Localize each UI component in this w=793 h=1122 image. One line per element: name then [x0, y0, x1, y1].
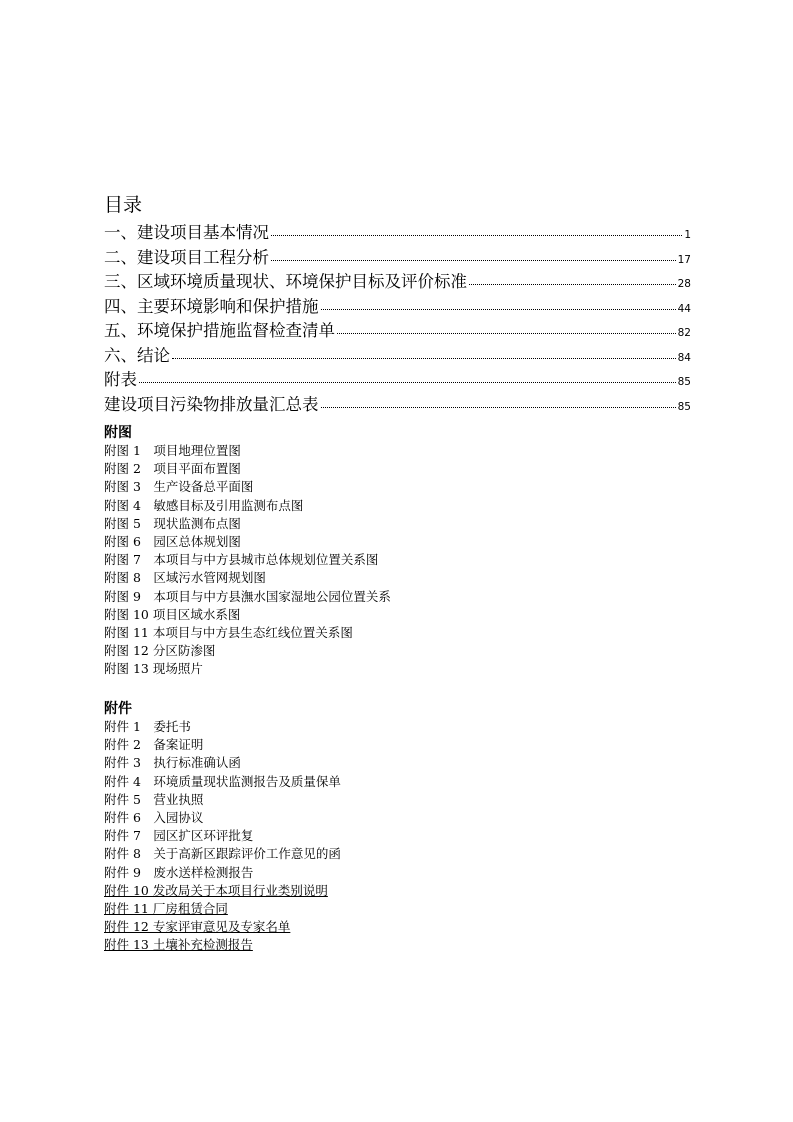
attachment-item[interactable] — [104, 900, 341, 918]
table-of-contents — [104, 221, 691, 417]
figure-item: 附图 3 生产设备总平面图 — [104, 479, 254, 495]
attachment-item[interactable] — [104, 918, 341, 936]
figure-item: 附图 13 现场照片 — [104, 661, 203, 677]
toc-title: 目录 — [104, 194, 143, 216]
toc-entry[interactable] — [104, 221, 691, 246]
attachment-item-text: 附件 12 专家评审意见及专家名单 — [104, 919, 291, 935]
toc-entry[interactable] — [104, 368, 691, 393]
toc-entry-label: 建设项目污染物排放量汇总表 — [104, 394, 319, 414]
figure-item: 附图 8 区域污水管网规划图 — [104, 570, 266, 586]
attachment-item-text: 附件 13 土壤补充检测报告 — [104, 937, 253, 953]
toc-entry[interactable] — [104, 270, 691, 295]
toc-page-number: 28 — [677, 278, 691, 290]
attachments-heading: 附件 — [104, 701, 132, 717]
toc-page-number: 84 — [677, 351, 691, 364]
figure-item: 附图 10 项目区域水系图 — [104, 606, 241, 622]
toc-leader — [321, 309, 676, 310]
attachment-item: 附件 7 园区扩区环评批复 — [104, 828, 254, 844]
toc-leader — [139, 382, 676, 383]
figure-item: 附图 9 本项目与中方县潕水国家湿地公园位置关系 — [104, 588, 391, 604]
toc-entry[interactable] — [104, 393, 691, 418]
toc-leader — [271, 260, 676, 261]
figure-item: 附图 4 敏感目标及引用监测布点图 — [104, 497, 304, 513]
toc-leader — [321, 407, 676, 408]
figure-item: 附图 11 本项目与中方县生态红线位置关系图 — [104, 624, 353, 640]
toc-entry[interactable] — [104, 344, 691, 369]
toc-entry-label: 四、主要环境影响和保护措施 — [104, 296, 319, 316]
attachment-item: 附件 9 废水送样检测报告 — [104, 864, 254, 880]
toc-page-number: 85 — [677, 400, 691, 413]
toc-leader — [337, 333, 676, 334]
toc-entry[interactable] — [104, 319, 691, 344]
toc-page-number: 17 — [677, 253, 691, 266]
figure-item: 附图 5 现状监测布点图 — [104, 515, 241, 531]
attachment-item[interactable] — [104, 936, 341, 954]
attachment-item: 附件 3 执行标准确认函 — [104, 755, 241, 771]
attachment-item: 附件 5 营业执照 — [104, 791, 204, 807]
figure-item: 附图 7 本项目与中方县城市总体规划位置关系图 — [104, 552, 379, 568]
attachment-item[interactable] — [104, 882, 341, 900]
toc-leader — [271, 235, 682, 236]
figure-item: 附图 1 项目地理位置图 — [104, 443, 241, 458]
attachment-item: 附件 8 关于高新区跟踪评价工作意见的函 — [104, 846, 341, 862]
attachments-list — [104, 718, 341, 954]
toc-entry-label: 二、建设项目工程分析 — [104, 247, 269, 267]
toc-entry[interactable] — [104, 295, 691, 320]
attachment-item: 附件 4 环境质量现状监测报告及质量保单 — [104, 773, 341, 789]
attachment-item: 附件 1 委托书 — [104, 719, 191, 734]
figure-item: 附图 2 项目平面布置图 — [104, 461, 241, 477]
toc-entry-label: 六、结论 — [104, 345, 170, 365]
toc-leader — [469, 284, 676, 285]
toc-entry-label: 一、建设项目基本情况 — [104, 223, 269, 242]
figures-heading: 附图 — [104, 425, 132, 441]
attachment-item: 附件 6 入园协议 — [104, 809, 204, 825]
toc-entry-label: 附表 — [104, 370, 137, 389]
toc-entry-label: 三、区域环境质量现状、环境保护目标及评价标准 — [104, 272, 467, 291]
attachment-item-text: 附件 10 发改局关于本项目行业类别说明 — [104, 882, 328, 898]
figure-item: 附图 12 分区防渗图 — [104, 643, 216, 659]
toc-leader — [172, 358, 676, 359]
figure-item: 附图 6 园区总体规划图 — [104, 533, 241, 549]
figures-list — [104, 442, 391, 678]
toc-page-number: 82 — [677, 327, 691, 339]
attachment-item: 附件 2 备案证明 — [104, 737, 204, 753]
toc-entry[interactable] — [104, 246, 691, 271]
toc-page-number: 85 — [677, 376, 691, 388]
attachment-item-text: 附件 11 厂房租赁合同 — [104, 900, 228, 916]
toc-page-number: 1 — [684, 229, 691, 241]
toc-entry-label: 五、环境保护措施监督检查清单 — [104, 321, 335, 340]
toc-page-number: 44 — [677, 302, 691, 315]
